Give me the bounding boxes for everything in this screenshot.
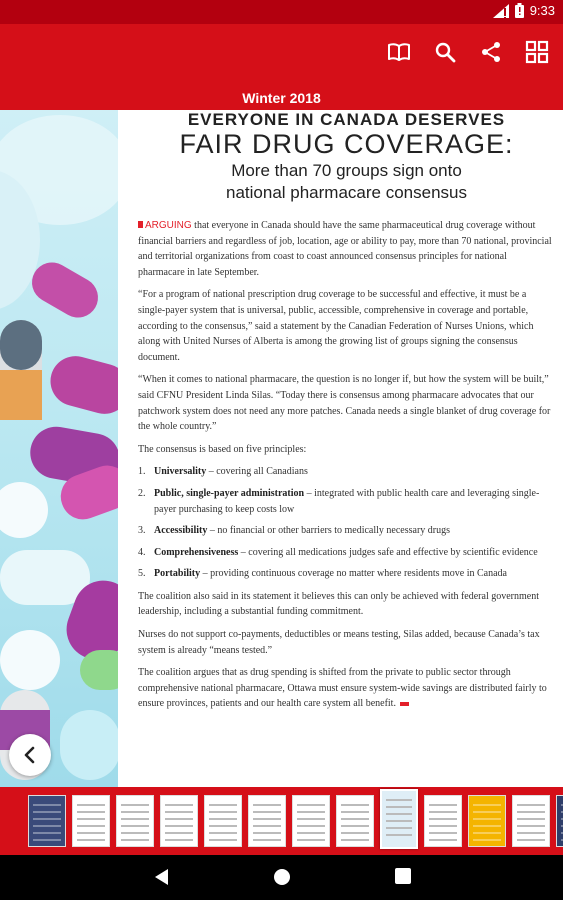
lead-word: ARGUING [145,220,192,231]
list-number: 5. [138,568,146,580]
paragraph: “For a program of national prescription drug coverage to be successful and effective, it must be a single-payer system that is universal, public, accessible, comprehensive in coverage and portable, according to the consensus,” said a statement by the Canadian Federation of Nurses Unions, which along with United Nurses of Alberta is among the growing list of groups signing the consensus document. [138,289,534,363]
share-icon[interactable] [479,40,503,64]
list-item [138,486,555,517]
page-thumbnail[interactable] [72,795,110,847]
system-nav-bar [0,855,563,900]
list-item [138,464,555,480]
page-thumbnail[interactable] [160,795,198,847]
principle-term: Public, single-payer administration [154,487,305,499]
issue-label: Winter 2018 [0,86,563,110]
principle-term: Portability [154,568,201,580]
paragraph [138,218,555,280]
principle-text: – providing continuous coverage no matter where residents move in Canada [200,568,507,580]
home-circle-icon[interactable] [272,867,292,887]
list-number: 3. [138,525,146,537]
page-thumbnail[interactable] [204,795,242,847]
principle-text: – covering all Canadians [206,466,308,478]
list-number: 4. [138,546,146,558]
paragraph-text: The coalition argues that as drug spending is shifted from the private to public sector through comprehensive national pharmacare, Ottawa must ensure system-wide savings are distributed fairly to ensure provinces, patients and our health care system all benefit. [138,667,547,710]
principle-term: Universality [154,466,207,478]
principle-text: – covering all medications judges safe and effective by scientific evidence [238,546,538,558]
principle-text: – no financial or other barriers to medically necessary drugs [207,525,451,537]
article [122,110,563,787]
lead-marker-icon [138,221,143,228]
page-thumbnail[interactable] [336,795,374,847]
list-item [138,566,555,582]
pills-illustration [0,110,118,787]
list-item [138,545,555,561]
battery-icon [515,3,524,18]
paragraph: The consensus is based on five principles: [138,443,307,455]
page-thumbnail-strip[interactable] [0,787,563,855]
paragraph: “When it comes to national pharmacare, the question is no longer if, but how the system will be built,” said CFNU President Linda Silas. “Today there is consensus among pharmacare advocates that our patchwork system does not need any more patches. Canada needs a single blanket of drug coverage for the whole country.” [138,374,551,433]
status-icons [493,3,555,18]
page-thumbnail[interactable] [248,795,286,847]
principle-term: Comprehensiveness [154,546,239,558]
clock: 9:33 [529,3,555,18]
list-number: 1. [138,466,146,478]
page-thumbnail[interactable] [468,795,506,847]
page-thumbnail[interactable] [556,795,563,847]
subhead-line-2: national pharmacare consensus [226,183,467,202]
magazine-page[interactable] [0,110,563,787]
signal-icon [493,4,509,18]
page-thumbnail[interactable] [292,795,330,847]
page-thumbnail[interactable] [424,795,462,847]
app-toolbar [0,24,563,86]
headline-line-2: FAIR DRUG COVERAGE: [179,129,514,159]
paragraph-text: that everyone in Canada should have the same pharmaceutical drug coverage without financial barriers and regardless of job, location, age or ability to pay, more than 70 national, provincial and territorial organizations from coast to coast announced consensus principles for national pharmacare in late September. [138,220,552,278]
paragraph: Nurses do not support co-payments, deductibles or means testing, Silas added, because Canada’s tax system is already “means tested.” [138,629,540,656]
thumbnail-list [28,795,563,849]
principle-term: Accessibility [154,525,208,537]
page-thumbnail[interactable] [28,795,66,847]
list-number: 2. [138,487,146,499]
subhead-line-1: More than 70 groups sign onto [231,161,462,180]
principles-list [138,464,555,582]
list-item [138,523,555,539]
status-bar [0,0,563,24]
page-thumbnail[interactable] [116,795,154,847]
article-body [138,218,555,712]
grid-icon[interactable] [525,40,549,64]
book-icon[interactable] [387,40,411,64]
search-icon[interactable] [433,40,457,64]
page-thumbnail-current[interactable] [380,789,418,849]
principle-text: – integrated with public health care and leveraging single-payer purchasing to keep costs low [154,487,540,515]
headline-line-1: EVERYONE IN CANADA DESERVES [187,110,506,129]
end-mark-icon [400,702,409,706]
paragraph [138,665,555,712]
recents-square-icon[interactable] [394,867,412,885]
paragraph: The coalition also said in its statement it believes this can only be achieved with federal government leadership, including a substantial funding commitment. [138,590,539,618]
previous-page-button[interactable] [9,734,51,776]
chevron-left-icon [23,746,37,764]
page-thumbnail[interactable] [512,795,550,847]
back-triangle-icon[interactable] [152,867,170,887]
